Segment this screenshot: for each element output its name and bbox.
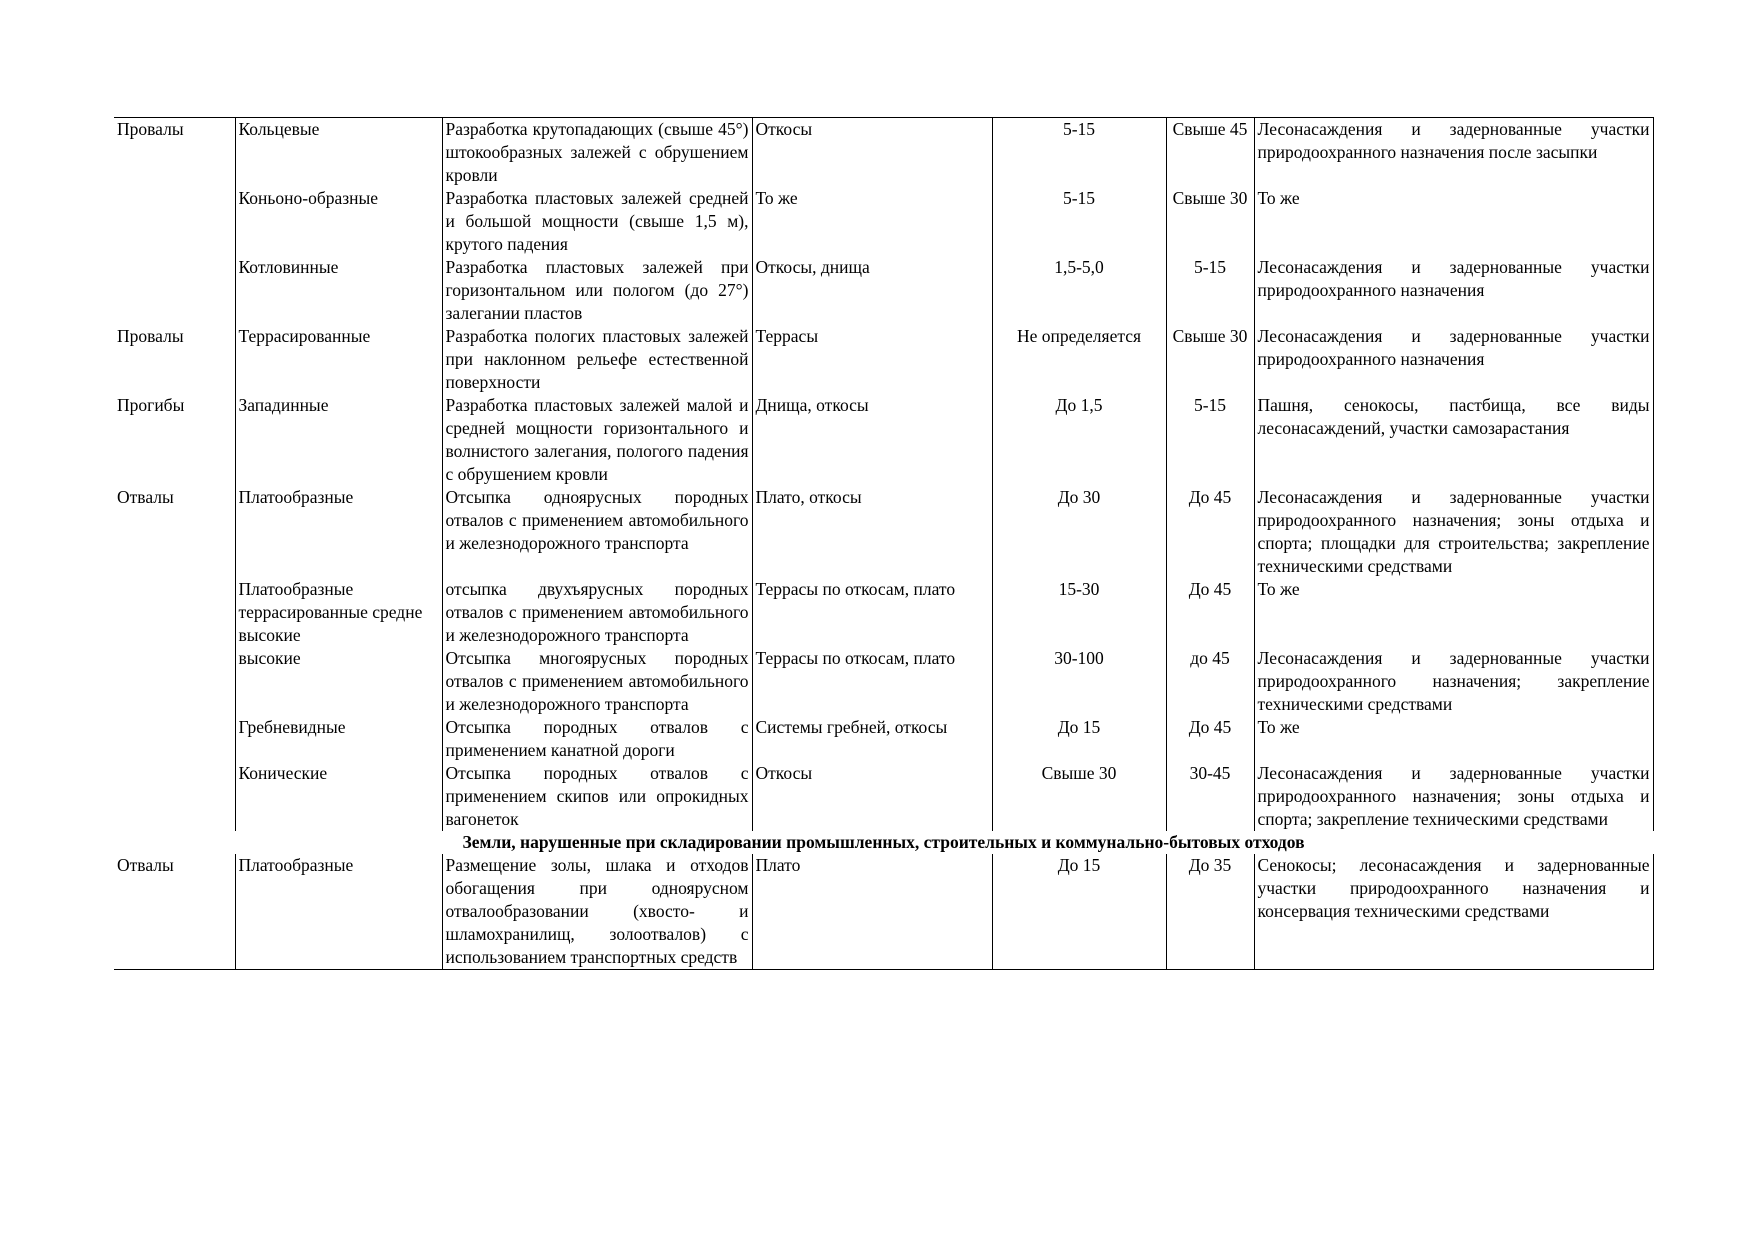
cell-use: Лесонасаждения и задернованные участки природоохранного назначения; закрепление техническими средствами — [1254, 647, 1653, 716]
cell-elements: Террасы — [752, 325, 992, 394]
cell-elements: Днища, откосы — [752, 394, 992, 486]
cell-slope: Свыше 30 — [1166, 325, 1254, 394]
table-row — [114, 578, 1653, 647]
cell-use: Лесонасаждения и задернованные участки природоохранного назначения; зоны отдыха и спорта; закрепление техническими средствами — [1254, 762, 1653, 831]
cell-depth: 1,5-5,0 — [992, 256, 1166, 325]
table-row — [114, 325, 1653, 394]
cell-origin: Отсыпка многоярусных породных отвалов с применением автомобильного и железнодорожного транспорта — [442, 647, 752, 716]
reclamation-table — [114, 117, 1654, 970]
cell-use: То же — [1254, 187, 1653, 256]
cell-form: Террасированные — [235, 325, 442, 394]
cell-depth: До 30 — [992, 486, 1166, 578]
cell-elements: Откосы — [752, 118, 992, 188]
cell-use: Сенокосы; лесонасаждения и задернованные участки природоохранного назначения и консервация техническими средствами — [1254, 854, 1653, 970]
cell-disturbance-type — [114, 716, 235, 762]
cell-elements: Террасы по откосам, плато — [752, 578, 992, 647]
cell-elements: Плато — [752, 854, 992, 970]
cell-origin: Разработка крутопадающих (свыше 45°) штокообразных залежей с обрушением кровли — [442, 118, 752, 188]
cell-depth: До 15 — [992, 854, 1166, 970]
cell-depth: 5-15 — [992, 118, 1166, 188]
cell-origin: Отсыпка одноярусных породных отвалов с применением автомобильного и железнодорожного транспорта — [442, 486, 752, 578]
cell-disturbance-type: Прогибы — [117, 395, 185, 415]
cell-elements: Откосы, днища — [752, 256, 992, 325]
cell-disturbance-type — [114, 578, 235, 647]
cell-slope: До 45 — [1166, 716, 1254, 762]
cell-elements: То же — [752, 187, 992, 256]
cell-origin: отсыпка двухъярусных породных отвалов с применением автомобильного и железнодорожного транспорта — [442, 578, 752, 647]
cell-depth: До 1,5 — [992, 394, 1166, 486]
cell-use: Лесонасаждения и задернованные участки природоохранного назначения — [1254, 256, 1653, 325]
cell-origin: Отсыпка породных отвалов с применением скипов или опрокидных вагонеток — [442, 762, 752, 831]
cell-elements: Террасы по откосам, плато — [752, 647, 992, 716]
cell-slope: Свыше 45 — [1166, 118, 1254, 188]
cell-form: Котловинные — [235, 256, 442, 325]
cell-elements: Плато, откосы — [752, 486, 992, 578]
cell-slope: Свыше 30 — [1166, 187, 1254, 256]
cell-slope: До 45 — [1166, 486, 1254, 578]
cell-origin: Отсыпка породных отвалов с применением канатной дороги — [442, 716, 752, 762]
cell-form: высокие — [235, 647, 442, 716]
cell-disturbance-type: Провалы — [114, 118, 235, 188]
cell-form: Кольцевые — [235, 118, 442, 188]
cell-depth: 30-100 — [992, 647, 1166, 716]
cell-slope: 5-15 — [1166, 256, 1254, 325]
cell-disturbance-type: Отвалы — [114, 854, 235, 970]
cell-use: То же — [1254, 578, 1653, 647]
cell-slope: до 45 — [1166, 647, 1254, 716]
cell-origin: Разработка пластовых залежей малой и средней мощности горизонтального и волнистого залегания, пологого падения с обрушением кровли — [442, 394, 752, 486]
section-heading: Земли, нарушенные при складировании промышленных, строительных и коммунально-бытовых отходов — [462, 832, 1305, 852]
table-row — [114, 187, 1653, 256]
cell-depth: 15-30 — [992, 578, 1166, 647]
cell-form: Платообразные — [235, 486, 442, 578]
cell-form: Западинные — [235, 394, 442, 486]
cell-use: То же — [1254, 716, 1653, 762]
cell-form: Платообразные террасированные средне высокие — [235, 578, 442, 647]
cell-depth: Не определяется — [992, 325, 1166, 394]
table-row — [114, 118, 1653, 188]
cell-disturbance-type — [114, 647, 235, 716]
cell-disturbance-type: Провалы — [117, 326, 184, 346]
table-row — [114, 762, 1653, 831]
cell-depth: Свыше 30 — [992, 762, 1166, 831]
cell-disturbance-type — [114, 256, 235, 325]
cell-use: Пашня, сенокосы, пастбища, все виды лесонасаждений, участки самозарастания — [1254, 394, 1653, 486]
cell-use: Лесонасаждения и задернованные участки природоохранного назначения; зоны отдыха и спорта; площадки для строительства; закрепление техническими средствами — [1254, 486, 1653, 578]
table-row — [114, 716, 1653, 762]
cell-form: Конические — [235, 762, 442, 831]
table-row — [114, 647, 1653, 716]
table-row — [114, 486, 1653, 578]
cell-elements: Системы гребней, откосы — [752, 716, 992, 762]
cell-slope: До 35 — [1166, 854, 1254, 970]
section-heading-row — [114, 831, 1653, 854]
table-row — [114, 256, 1653, 325]
cell-form: Гребневидные — [235, 716, 442, 762]
cell-disturbance-type: Отвалы — [117, 487, 174, 507]
cell-slope: До 45 — [1166, 578, 1254, 647]
cell-origin: Разработка пластовых залежей при горизонтальном или пологом (до 27°) залегании пластов — [442, 256, 752, 325]
cell-disturbance-type — [114, 762, 235, 831]
cell-origin: Размещение золы, шлака и отходов обогащения при одноярусном отвалообразовании (хвосто- и шламохранилищ, золоотвалов) с использованием транспортных средств — [442, 854, 752, 970]
cell-origin: Разработка пологих пластовых залежей при наклонном рельефе естественной поверхности — [442, 325, 752, 394]
cell-use: Лесонасаждения и задернованные участки природоохранного назначения — [1254, 325, 1653, 394]
cell-slope: 30-45 — [1166, 762, 1254, 831]
table-row — [114, 394, 1653, 486]
cell-depth: До 15 — [992, 716, 1166, 762]
cell-disturbance-type — [114, 187, 235, 256]
cell-form: Коньоно-образные — [235, 187, 442, 256]
cell-use: Лесонасаждения и задернованные участки природоохранного назначения после засыпки — [1254, 118, 1653, 188]
table-row — [114, 854, 1653, 970]
cell-depth: 5-15 — [992, 187, 1166, 256]
cell-elements: Откосы — [752, 762, 992, 831]
cell-form: Платообразные — [235, 854, 442, 970]
cell-origin: Разработка пластовых залежей средней и большой мощности (свыше 1,5 м), крутого падения — [442, 187, 752, 256]
cell-slope: 5-15 — [1166, 394, 1254, 486]
